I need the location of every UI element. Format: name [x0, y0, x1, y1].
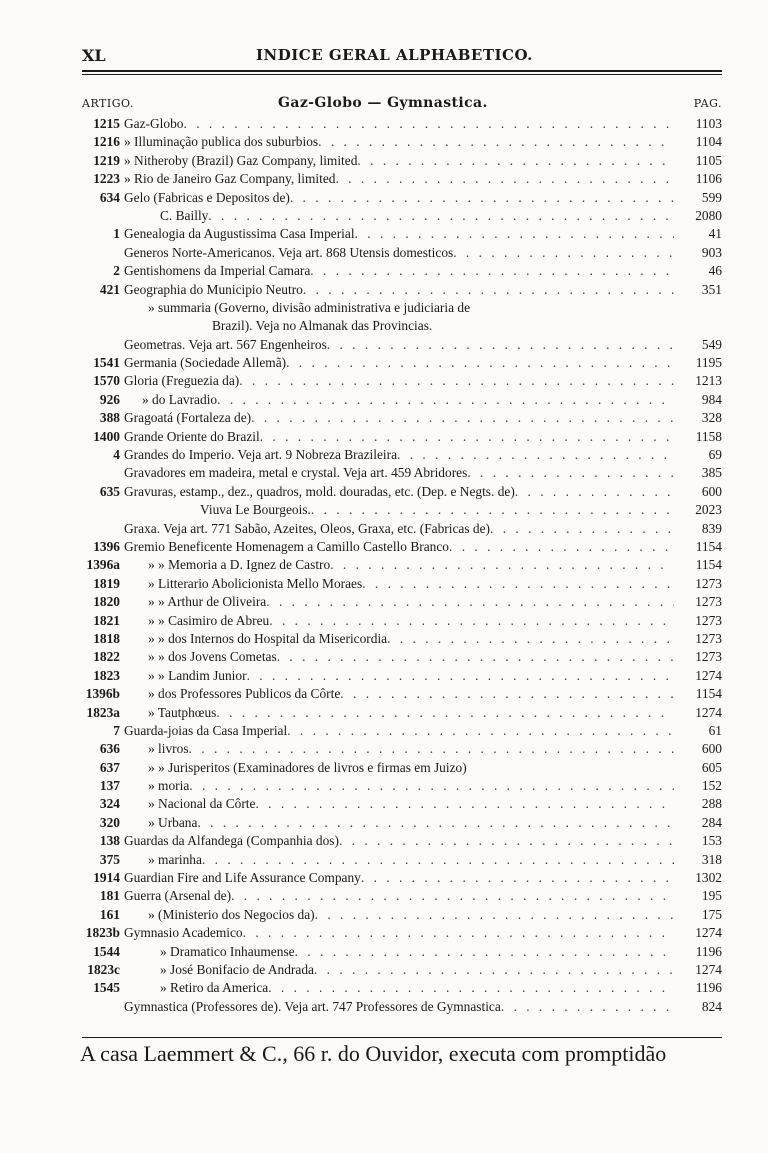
entry-text: Gravadores em madeira, metal e crystal. Veja art. 459 Abridores — [124, 465, 468, 481]
entry-body — [124, 336, 674, 354]
footer-rule — [82, 1037, 722, 1038]
entry-text: C. Bailly — [160, 207, 209, 223]
entry-page-number: 1273 — [695, 649, 722, 665]
entry-page-number: 1274 — [695, 925, 722, 941]
entry-article-number: 1396 — [93, 538, 120, 554]
entry-body — [124, 189, 674, 207]
entry-article-number: 1545 — [93, 980, 120, 996]
entry-body — [124, 869, 674, 887]
entry-body — [124, 575, 674, 593]
entry-article-number: 1544 — [93, 943, 120, 959]
index-entry — [76, 501, 722, 519]
leader-dots — [247, 667, 674, 685]
entry-body — [124, 943, 674, 961]
page-header — [0, 44, 768, 68]
entry-page-number: 1103 — [695, 116, 722, 131]
entry-page-number: 46 — [708, 263, 722, 279]
entry-page-number: 549 — [701, 336, 722, 352]
entry-body — [124, 244, 674, 262]
entry-body — [124, 225, 674, 243]
index-entry — [76, 538, 722, 556]
index-entry — [76, 520, 722, 538]
index-entry — [76, 593, 722, 611]
entry-text: Brazil). Veja no Almanak das Provincias. — [212, 318, 433, 334]
entry-page-number: 41 — [708, 226, 722, 242]
entry-page-number: 1274 — [695, 704, 722, 720]
entry-page-number: 1196 — [695, 980, 722, 996]
entry-text: » Tautphœus — [148, 704, 217, 720]
leader-dots — [243, 924, 674, 942]
entry-body — [124, 520, 674, 538]
entry-body — [124, 777, 674, 795]
index-entry — [76, 207, 722, 225]
entry-body — [124, 262, 674, 280]
index-entry — [76, 336, 722, 354]
entry-article-number: 1821 — [93, 612, 120, 628]
entry-article-number: 637 — [99, 759, 120, 775]
index-entry — [76, 391, 722, 409]
leader-dots — [327, 336, 674, 354]
index-entry — [76, 887, 722, 905]
header-rule-thin — [82, 74, 722, 75]
entry-article-number: 1823a — [86, 704, 120, 720]
entry-page-number: 2023 — [695, 502, 722, 518]
entry-body — [124, 501, 674, 519]
index-entries — [76, 115, 722, 1016]
index-entry — [76, 262, 722, 280]
page-title: INDICE GERAL ALPHABETICO. — [256, 46, 533, 64]
index-entry — [76, 998, 722, 1016]
entry-body — [124, 979, 674, 997]
leader-dots — [208, 207, 674, 225]
entry-text: » summaria (Governo, divisão administrativa e judiciaria de — [148, 299, 471, 315]
index-entry — [76, 906, 722, 924]
entry-body — [124, 667, 674, 685]
leader-dots — [189, 777, 674, 795]
index-entry — [76, 685, 722, 703]
index-entry — [76, 133, 722, 151]
entry-page-number: 1274 — [695, 667, 722, 683]
entry-article-number: 1822 — [93, 649, 120, 665]
index-entry — [76, 704, 722, 722]
entry-article-number: 7 — [113, 722, 120, 738]
index-entry — [76, 225, 722, 243]
entry-article-number: 324 — [99, 796, 120, 812]
entry-article-number: 1400 — [93, 428, 120, 444]
entry-body — [124, 483, 674, 501]
entry-text: Gloria (Freguezia da) — [124, 373, 240, 389]
index-entry — [76, 667, 722, 685]
leader-dots — [202, 851, 674, 869]
leader-dots — [467, 464, 674, 482]
entry-page-number: 600 — [701, 741, 722, 757]
index-entry — [76, 189, 722, 207]
entry-page-number: 1273 — [695, 612, 722, 628]
entry-body — [124, 832, 674, 850]
entry-article-number: 1396b — [85, 686, 120, 702]
entry-body — [124, 170, 674, 188]
leader-dots — [287, 722, 674, 740]
leader-dots — [470, 299, 674, 317]
index-entry — [76, 869, 722, 887]
index-entry — [76, 299, 722, 317]
leader-dots — [515, 483, 674, 501]
leader-dots — [318, 133, 674, 151]
entry-text: » moria — [148, 778, 190, 794]
entry-page-number: 1154 — [695, 557, 722, 573]
entry-article-number: 1823c — [87, 961, 120, 977]
entry-article-number: 161 — [99, 906, 120, 922]
entry-page-number: 1195 — [695, 355, 722, 371]
leader-dots — [295, 943, 674, 961]
leader-dots — [197, 814, 674, 832]
page-number: XL — [82, 46, 106, 65]
index-entry — [76, 281, 722, 299]
entry-text: » José Bonifacio de Andrada — [160, 961, 314, 977]
entry-page-number: 61 — [708, 722, 722, 738]
entry-page-number: 984 — [701, 391, 722, 407]
leader-dots — [335, 170, 674, 188]
index-entry — [76, 464, 722, 482]
entry-article-number: 388 — [99, 410, 120, 426]
leader-dots — [251, 409, 674, 427]
entry-page-number: 1105 — [695, 152, 722, 168]
entry-body — [124, 740, 674, 758]
entry-text: Genealogia da Augustissima Casa Imperial — [124, 226, 355, 242]
entry-page-number: 1274 — [695, 961, 722, 977]
leader-dots — [184, 115, 675, 133]
leader-dots — [355, 225, 674, 243]
entry-text: » livros — [148, 741, 189, 757]
entry-text: » » Memoria a D. Ignez de Castro — [148, 557, 331, 573]
entry-text: Grandes do Imperio. Veja art. 9 Nobreza Brazileira — [124, 447, 398, 463]
leader-dots — [449, 538, 674, 556]
section-heading: Gaz-Globo — Gymnastica. — [278, 95, 488, 111]
leader-dots — [189, 740, 674, 758]
entry-page-number: 1154 — [695, 686, 722, 702]
entry-article-number: 1819 — [93, 575, 120, 591]
entry-body — [124, 133, 674, 151]
leader-dots — [290, 189, 674, 207]
index-entry — [76, 244, 722, 262]
entry-body — [124, 722, 674, 740]
entry-article-number: 1396a — [86, 557, 120, 573]
entry-page-number: 1273 — [695, 575, 722, 591]
entry-page-number: 2080 — [695, 207, 722, 223]
entry-text: » do Lavradio — [142, 391, 218, 407]
index-entry — [76, 648, 722, 666]
entry-page-number: 351 — [701, 281, 722, 297]
entry-article-number: 635 — [99, 483, 120, 499]
entry-article-number: 1820 — [93, 594, 120, 610]
leader-dots — [315, 906, 674, 924]
entry-article-number: 1823 — [93, 667, 120, 683]
entry-page-number: 328 — [701, 410, 722, 426]
entry-text: » (Ministerio dos Negocios da) — [148, 906, 315, 922]
index-entry — [76, 851, 722, 869]
index-entry — [76, 372, 722, 390]
entry-page-number: 152 — [701, 778, 722, 794]
entry-text: » Litterario Abolicionista Mello Moraes — [148, 575, 363, 591]
index-entry — [76, 483, 722, 501]
entry-article-number: 320 — [99, 814, 120, 830]
index-entry — [76, 317, 722, 335]
entry-article-number: 1219 — [93, 152, 120, 168]
entry-text: Gymnastica (Professores de). Veja art. 747 Professores de Gymnastica — [124, 998, 501, 1014]
leader-dots — [397, 446, 674, 464]
entry-body — [124, 648, 674, 666]
entry-page-number: 153 — [701, 833, 722, 849]
entry-text: Generos Norte-Americanos. Veja art. 868 Utensis domesticos — [124, 244, 454, 260]
entry-text: » » Arthur de Oliveira — [148, 594, 267, 610]
entry-body — [124, 428, 674, 446]
entry-text: » » dos Jovens Cometas — [148, 649, 277, 665]
entry-page-number: 599 — [701, 189, 722, 205]
header-rule — [82, 70, 722, 72]
entry-body — [124, 685, 674, 703]
entry-text: Gravuras, estamp., dez., quadros, mold. douradas, etc. (Dep. e Negts. de) — [124, 483, 515, 499]
entry-article-number: 137 — [99, 778, 120, 794]
entry-body — [124, 704, 674, 722]
index-entry — [76, 556, 722, 574]
leader-dots — [357, 152, 674, 170]
entry-text: » Illuminação publica dos suburbios — [124, 134, 319, 150]
entry-page-number: 1213 — [695, 373, 722, 389]
entry-article-number: 2 — [113, 263, 120, 279]
entry-article-number: 181 — [99, 888, 120, 904]
leader-dots — [311, 501, 674, 519]
entry-text: Germania (Sociedade Allemã) — [124, 355, 287, 371]
entry-body — [124, 593, 674, 611]
entry-body — [124, 612, 674, 630]
leader-dots — [490, 520, 674, 538]
index-entry — [76, 979, 722, 997]
entry-page-number: 1196 — [695, 943, 722, 959]
entry-page-number: 1302 — [695, 870, 722, 886]
entry-page-number: 1273 — [695, 630, 722, 646]
entry-text: Viuva Le Bourgeois. — [200, 502, 311, 518]
leader-dots — [239, 372, 674, 390]
entry-article-number: 138 — [99, 833, 120, 849]
leader-dots — [314, 961, 674, 979]
entry-page-number: 1273 — [695, 594, 722, 610]
artigo-heading: ARTIGO. — [82, 97, 134, 110]
leader-dots — [255, 795, 674, 813]
leader-dots — [362, 575, 674, 593]
entry-page-number: 195 — [701, 888, 722, 904]
entry-page-number: 600 — [701, 483, 722, 499]
entry-text: » Rio de Janeiro Gaz Company, limited — [124, 171, 336, 187]
entry-body — [124, 299, 674, 317]
index-entry — [76, 115, 722, 133]
entry-page-number: 824 — [701, 998, 722, 1014]
index-entry — [76, 409, 722, 427]
leader-dots — [217, 391, 674, 409]
entry-text: » Retiro da America — [160, 980, 269, 996]
entry-article-number: 4 — [113, 447, 120, 463]
entry-article-number: 634 — [99, 189, 120, 205]
entry-text: Gentishomens da Imperial Camara — [124, 263, 311, 279]
index-entry — [76, 354, 722, 372]
leader-dots — [453, 244, 674, 262]
entry-text: Guerra (Arsenal de) — [124, 888, 232, 904]
entry-body — [124, 372, 674, 390]
leader-dots — [501, 998, 674, 1016]
entry-page-number: 385 — [701, 465, 722, 481]
entry-text: Geometras. Veja art. 567 Engenheiros — [124, 336, 327, 352]
entry-page-number: 839 — [701, 520, 722, 536]
entry-article-number: 1914 — [93, 870, 120, 886]
index-entry — [76, 759, 722, 777]
entry-page-number: 318 — [701, 851, 722, 867]
entry-body — [124, 887, 674, 905]
index-entry — [76, 170, 722, 188]
footer-advert: A casa Laemmert & C., 66 r. do Ouvidor, executa com promptidão — [80, 1041, 667, 1066]
entry-article-number: 1223 — [93, 171, 120, 187]
leader-dots — [310, 262, 674, 280]
leader-dots — [268, 979, 674, 997]
index-entry — [76, 722, 722, 740]
leader-dots — [266, 593, 674, 611]
entry-body — [124, 317, 674, 335]
entry-body — [124, 446, 674, 464]
entry-text: Graxa. Veja art. 771 Sabão, Azeites, Oleos, Graxa, etc. (Fabricas de) — [124, 520, 490, 536]
entry-text: Guardas da Alfandega (Companhia dos) — [124, 833, 339, 849]
entry-page-number: 903 — [701, 244, 722, 260]
entry-text: Gremio Beneficente Homenagem a Camillo Castello Branco — [124, 538, 449, 554]
index-entry — [76, 630, 722, 648]
entry-body — [124, 924, 674, 942]
leader-dots — [467, 759, 674, 777]
entry-article-number: 1 — [113, 226, 120, 242]
entry-body — [124, 409, 674, 427]
entry-text: » marinha — [148, 851, 202, 867]
entry-body — [124, 630, 674, 648]
entry-body — [124, 391, 674, 409]
index-entry — [76, 428, 722, 446]
entry-text: Geographia do Municipio Neutro — [124, 281, 303, 297]
entry-page-number: 1104 — [695, 134, 722, 150]
entry-body — [124, 814, 674, 832]
entry-body — [124, 998, 674, 1016]
entry-text: » » Jurisperitos (Examinadores de livros e firmas em Juizo) — [148, 759, 467, 775]
index-entry — [76, 446, 722, 464]
entry-article-number: 421 — [99, 281, 120, 297]
entry-article-number: 375 — [99, 851, 120, 867]
entry-article-number: 1570 — [93, 373, 120, 389]
leader-dots — [277, 648, 674, 666]
leader-dots — [269, 612, 674, 630]
entry-body — [124, 464, 674, 482]
index-entry — [76, 612, 722, 630]
leader-dots — [361, 869, 674, 887]
entry-article-number: 926 — [99, 391, 120, 407]
leader-dots — [432, 317, 674, 335]
entry-body — [124, 906, 674, 924]
leader-dots — [340, 685, 674, 703]
entry-body — [124, 115, 674, 133]
entry-page-number: 605 — [701, 759, 722, 775]
entry-page-number: 1154 — [695, 538, 722, 554]
entry-text: Gragoatá (Fortaleza de) — [124, 410, 252, 426]
entry-text: » » Casimiro de Abreu — [148, 612, 270, 628]
index-entry — [76, 152, 722, 170]
index-entry — [76, 832, 722, 850]
index-entry — [76, 814, 722, 832]
leader-dots — [286, 354, 674, 372]
entry-page-number: 288 — [701, 796, 722, 812]
entry-article-number: 1541 — [93, 355, 120, 371]
index-entry — [76, 961, 722, 979]
leader-dots — [330, 556, 674, 574]
entry-body — [124, 556, 674, 574]
index-entry — [76, 924, 722, 942]
entry-text: Guardian Fire and Life Assurance Company — [124, 870, 361, 886]
leader-dots — [303, 281, 674, 299]
entry-body — [124, 281, 674, 299]
entry-text: » Dramatico Inhaumense — [160, 943, 295, 959]
entry-article-number: 1215 — [93, 116, 120, 131]
entry-text: Gelo (Fabricas e Depositos de) — [124, 189, 290, 205]
entry-body — [124, 152, 674, 170]
leader-dots — [339, 832, 674, 850]
entry-body — [124, 795, 674, 813]
entry-article-number: 636 — [99, 741, 120, 757]
entry-text: Gaz-Globo — [124, 116, 184, 131]
entry-article-number: 1216 — [93, 134, 120, 150]
entry-body — [124, 538, 674, 556]
entry-article-number: 1818 — [93, 630, 120, 646]
entry-text: » Urbana — [148, 814, 198, 830]
index-entry — [76, 740, 722, 758]
index-entry — [76, 943, 722, 961]
leader-dots — [216, 704, 674, 722]
entry-body — [124, 759, 674, 777]
leader-dots — [231, 887, 674, 905]
entry-page-number: 1158 — [695, 428, 722, 444]
entry-text: » Nacional da Côrte — [148, 796, 256, 812]
leader-dots — [260, 428, 674, 446]
entry-text: » » dos Internos do Hospital da Misericordia — [148, 630, 388, 646]
index-entry — [76, 795, 722, 813]
entry-text: » » Landim Junior — [148, 667, 247, 683]
index-entry — [76, 575, 722, 593]
column-headings — [82, 95, 722, 111]
entry-body — [124, 961, 674, 979]
entry-text: Guarda-joias da Casa Imperial — [124, 722, 288, 738]
entry-page-number: 69 — [708, 447, 722, 463]
entry-text: Gymnasio Academico — [124, 925, 243, 941]
entry-text: » Nitheroby (Brazil) Gaz Company, limited — [124, 152, 358, 168]
entry-text: » dos Professores Publicos da Côrte — [148, 686, 341, 702]
entry-article-number: 1823b — [85, 925, 120, 941]
entry-page-number: 1106 — [695, 171, 722, 187]
entry-page-number: 284 — [701, 814, 722, 830]
pag-heading: PAG. — [693, 97, 722, 110]
entry-text: Grande Oriente do Brazil — [124, 428, 260, 444]
entry-body — [124, 207, 674, 225]
entry-body — [124, 354, 674, 372]
entry-body — [124, 851, 674, 869]
leader-dots — [387, 630, 674, 648]
entry-page-number: 175 — [701, 906, 722, 922]
index-entry — [76, 777, 722, 795]
